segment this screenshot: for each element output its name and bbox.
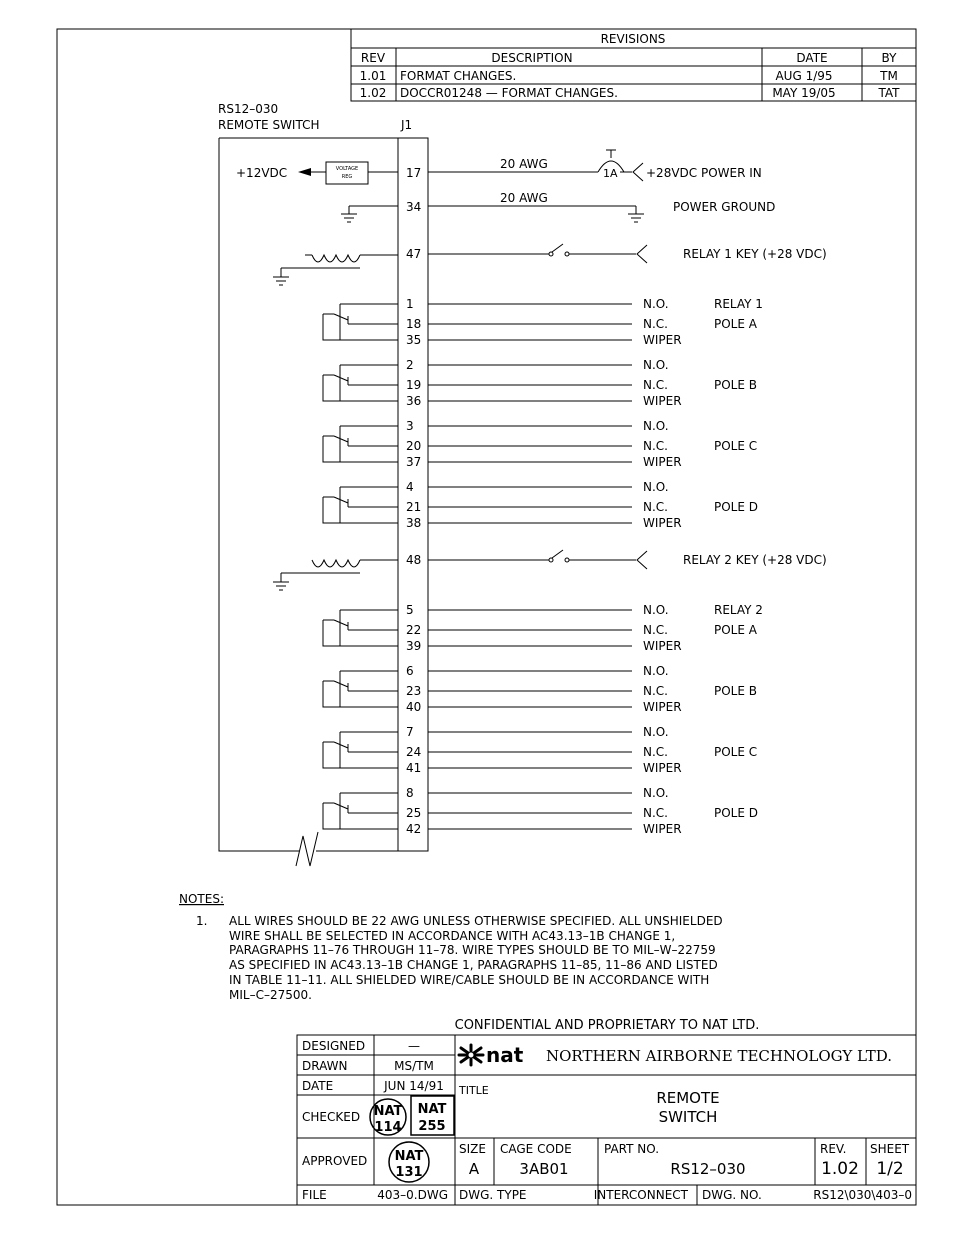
pole-name: POLE C <box>714 439 758 453</box>
logo-wordmark: nat <box>486 1043 524 1067</box>
contact-label: N.O. <box>643 419 669 433</box>
date-cell: MAY 19/05 <box>772 86 836 100</box>
pin-number: 8 <box>406 786 414 800</box>
note-line: AS SPECIFIED IN AC43.13–1B CHANGE 1, PARAGRAPHS 11–85, 11–86 AND LISTED <box>229 958 718 972</box>
nat-logo <box>459 1043 524 1067</box>
relay-pole <box>323 664 757 714</box>
sheet-label: SHEET <box>870 1142 910 1156</box>
description-header: DESCRIPTION <box>491 51 573 65</box>
pin-number: 47 <box>406 247 422 261</box>
note-line: IN TABLE 11–11. ALL SHIELDED WIRE/CABLE SHOULD BE IN ACCORDANCE WITH <box>229 973 710 987</box>
contact-label: WIPER <box>643 822 682 836</box>
pin-number: 1 <box>406 297 414 311</box>
break-symbol <box>296 832 318 866</box>
connector-label: J1 <box>401 118 413 132</box>
contact-label: WIPER <box>643 333 682 347</box>
by-cell: TAT <box>878 86 900 100</box>
contact-label: N.C. <box>643 684 668 698</box>
cage-code-value: 3AB01 <box>519 1160 569 1178</box>
by-cell: TM <box>880 69 898 83</box>
contact-label: N.O. <box>643 603 669 617</box>
by-header: BY <box>881 51 897 65</box>
relay-coil-icon <box>312 560 360 567</box>
pin-number: 37 <box>406 455 422 469</box>
contact-label: WIPER <box>643 761 682 775</box>
drawing-title: SWITCH <box>658 1108 718 1126</box>
stamp-text: 255 <box>418 1119 446 1134</box>
relay-title: RELAY 2 <box>714 603 763 617</box>
relay-1-poles <box>323 297 763 530</box>
relay-title: RELAY 1 <box>714 297 763 311</box>
pin-number: 36 <box>406 394 422 408</box>
connector-icon <box>633 163 643 181</box>
contact-label: N.C. <box>643 317 668 331</box>
approved-label: APPROVED <box>302 1154 368 1168</box>
contact-label: N.C. <box>643 623 668 637</box>
contact-label: WIPER <box>643 516 682 530</box>
wiper-contact-icon <box>323 620 340 646</box>
rev-value: 1.02 <box>821 1159 859 1179</box>
contact-label: WIPER <box>643 639 682 653</box>
pin-number: 34 <box>406 200 422 214</box>
date-cell: AUG 1/95 <box>775 69 833 83</box>
contact-label: N.C. <box>643 439 668 453</box>
rev-label: REV. <box>820 1142 847 1156</box>
pin-number: 22 <box>406 623 422 637</box>
pin-number: 38 <box>406 516 422 530</box>
rev-cell: 1.01 <box>359 69 387 83</box>
pole-name: POLE B <box>714 684 757 698</box>
pin-number: 25 <box>406 806 422 820</box>
pin-number: 6 <box>406 664 414 678</box>
relay-key-label: RELAY 2 KEY (+28 VDC) <box>683 553 827 567</box>
relay-2-poles <box>323 603 763 836</box>
relay-key-label: RELAY 1 KEY (+28 VDC) <box>683 247 827 261</box>
pin-number: 21 <box>406 500 422 514</box>
pin-number: 48 <box>406 553 422 567</box>
rev-cell: 1.02 <box>359 86 387 100</box>
pole-name: POLE B <box>714 378 757 392</box>
wiper-contact-icon <box>323 681 340 707</box>
pin-number: 18 <box>406 317 422 331</box>
contact-label: N.O. <box>643 358 669 372</box>
contact-arm-icon <box>334 742 348 748</box>
drawing-title: REMOTE <box>656 1089 720 1107</box>
contact-label: N.O. <box>643 664 669 678</box>
relay-pole <box>323 358 757 408</box>
part-number-value: RS12–030 <box>670 1160 746 1178</box>
contact-label: N.O. <box>643 297 669 311</box>
checked-label: CHECKED <box>302 1110 361 1124</box>
wiper-contact-icon <box>323 742 340 768</box>
designed-value: — <box>408 1039 420 1053</box>
description-cell: FORMAT CHANGES. <box>400 69 517 83</box>
contact-arm-icon <box>334 681 348 687</box>
relay-coil-icon <box>312 255 360 262</box>
pin-number: 24 <box>406 745 422 759</box>
pin-number: 23 <box>406 684 422 698</box>
approved-stamp <box>389 1142 429 1182</box>
checked-stamp <box>370 1099 406 1135</box>
pin-number: 19 <box>406 378 422 392</box>
file-value: 403–0.DWG <box>377 1188 448 1202</box>
revisions-table <box>351 29 916 101</box>
ground-label: POWER GROUND <box>673 200 776 214</box>
pin-number: 40 <box>406 700 422 714</box>
pole-name: POLE A <box>714 623 757 637</box>
power-in-label: +28VDC POWER IN <box>646 166 762 180</box>
relay-pole <box>323 419 757 469</box>
fuse-rating: 1A <box>603 167 618 180</box>
switch-icon <box>552 244 563 252</box>
note-line: PARAGRAPHS 11–76 THROUGH 11–78. WIRE TYPES SHOULD BE TO MIL–W–22759 <box>229 943 716 957</box>
title-block <box>297 1018 916 1205</box>
relay-pole <box>323 480 758 530</box>
rev-header: REV <box>360 51 386 65</box>
device-name: RS12–030 <box>218 102 279 116</box>
pin-number: 20 <box>406 439 422 453</box>
checked-stamp-square <box>411 1096 454 1135</box>
switch-icon <box>552 550 563 558</box>
company-name: NORTHERN AIRBORNE TECHNOLOGY LTD. <box>546 1047 893 1065</box>
relay-pole <box>323 725 757 775</box>
relay-2-key <box>273 550 827 590</box>
title-label: TITLE <box>459 1084 489 1097</box>
pin-number: 7 <box>406 725 414 739</box>
sheet-value: 1/2 <box>876 1159 904 1179</box>
pin-number: 39 <box>406 639 422 653</box>
pole-name: POLE C <box>714 745 758 759</box>
contact-label: N.C. <box>643 745 668 759</box>
confidential-notice: CONFIDENTIAL AND PROPRIETARY TO NAT LTD. <box>454 1018 760 1033</box>
wire-gauge: 20 AWG <box>500 157 548 171</box>
note-line: MIL–C–27500. <box>229 988 312 1002</box>
stamp-text: 131 <box>395 1165 423 1180</box>
pole-name: POLE A <box>714 317 757 331</box>
relay-pole <box>323 297 763 347</box>
output-voltage: +12VDC <box>236 166 288 180</box>
regulator-label: VOLTAGE <box>335 166 359 172</box>
dwg-no-label: DWG. NO. <box>702 1188 762 1202</box>
contact-label: N.O. <box>643 786 669 800</box>
wiper-contact-icon <box>323 497 340 523</box>
contact-label: N.O. <box>643 725 669 739</box>
pin-number: 5 <box>406 603 414 617</box>
contact-label: N.C. <box>643 806 668 820</box>
device-box <box>219 138 398 851</box>
pin-number: 42 <box>406 822 422 836</box>
relay-pole <box>323 603 763 653</box>
date-label: DATE <box>302 1079 334 1093</box>
contact-arm-icon <box>334 436 348 442</box>
contact-label: N.C. <box>643 500 668 514</box>
contact-arm-icon <box>334 375 348 381</box>
wiper-contact-icon <box>323 375 340 401</box>
wiper-contact-icon <box>323 803 340 829</box>
revisions-title: REVISIONS <box>600 32 666 46</box>
pole-name: POLE D <box>714 806 759 820</box>
device-subtitle: REMOTE SWITCH <box>218 118 320 132</box>
contact-label: N.O. <box>643 480 669 494</box>
contact-label: WIPER <box>643 700 682 714</box>
arrow-left-icon <box>298 168 311 176</box>
pin-number: 3 <box>406 419 414 433</box>
cage-code-label: CAGE CODE <box>500 1142 572 1156</box>
part-number-label: PART NO. <box>604 1142 660 1156</box>
stamp-text: NAT <box>373 1104 403 1119</box>
dwg-no-value: RS12\030\403–0 <box>813 1188 912 1202</box>
wiper-contact-icon <box>323 436 340 462</box>
dwg-type-label: DWG. TYPE <box>459 1188 527 1202</box>
size-value: A <box>468 1160 480 1178</box>
relay-1-key <box>273 244 827 285</box>
pole-name: POLE D <box>714 500 759 514</box>
note-line: WIRE SHALL BE SELECTED IN ACCORDANCE WITH AC43.13–1B CHANGE 1, <box>229 929 676 943</box>
stamp-text: NAT <box>417 1102 447 1117</box>
pin-number: 2 <box>406 358 414 372</box>
notes-section <box>179 892 723 1002</box>
pin-number: 4 <box>406 480 414 494</box>
regulator-label: REG <box>341 174 353 180</box>
pin-number: 35 <box>406 333 422 347</box>
power-section <box>236 150 775 222</box>
file-label: FILE <box>302 1188 327 1202</box>
contact-label: WIPER <box>643 455 682 469</box>
relay-pole <box>323 786 758 836</box>
contact-arm-icon <box>334 620 348 626</box>
contact-arm-icon <box>334 803 348 809</box>
connector-icon <box>637 245 647 263</box>
note-number: 1. <box>196 914 208 928</box>
stamp-text: 114 <box>374 1120 402 1135</box>
note-line: ALL WIRES SHOULD BE 22 AWG UNLESS OTHERWISE SPECIFIED. ALL UNSHIELDED <box>229 914 723 928</box>
size-label: SIZE <box>459 1142 486 1156</box>
wiper-contact-icon <box>323 314 340 340</box>
contact-arm-icon <box>334 314 348 320</box>
drawn-value: MS/TM <box>394 1059 434 1073</box>
stamp-text: NAT <box>394 1149 424 1164</box>
connector-icon <box>637 551 647 569</box>
contact-label: WIPER <box>643 394 682 408</box>
contact-label: N.C. <box>643 378 668 392</box>
date-value: JUN 14/91 <box>384 1079 444 1093</box>
designed-label: DESIGNED <box>302 1039 366 1053</box>
date-header: DATE <box>796 51 828 65</box>
dwg-type-value: INTERCONNECT <box>593 1188 688 1202</box>
description-cell: DOCCR01248 — FORMAT CHANGES. <box>400 86 618 100</box>
drawn-label: DRAWN <box>302 1059 348 1073</box>
wire-gauge: 20 AWG <box>500 191 548 205</box>
notes-title: NOTES: <box>179 892 224 906</box>
contact-arm-icon <box>334 497 348 503</box>
pin-number: 41 <box>406 761 422 775</box>
pin-number: 17 <box>406 166 422 180</box>
